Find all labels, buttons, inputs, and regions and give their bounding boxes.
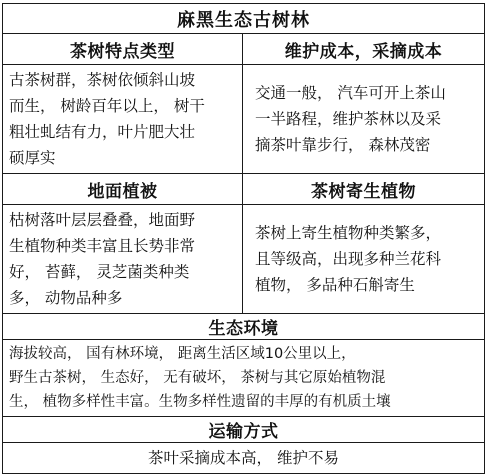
ecology-heading: 生态环境 xyxy=(3,314,485,340)
ground-cover-body: 枯树落叶层层叠叠，地面野 生植物种类丰富且长势非常 好， 苔藓， 灵芝菌类种类 多， 动物品种多 xyxy=(3,205,243,314)
features-heading: 茶树特点类型 xyxy=(3,34,243,65)
parasitic-plants-body: 茶树上寄生植物种类繁多， 且等级高，出现多种兰花科 植物， 多品种石斛寄生 xyxy=(243,205,485,314)
maintenance-body: 交通一般， 汽车可开上茶山 一半路程，维护茶林以及采 摘茶叶靠步行， 森林茂密 xyxy=(243,65,485,174)
features-body: 古茶树群，茶树依倾斜山坡 而生， 树龄百年以上， 树干 粗壮虬结有力，叶片肥大壮 硕厚实 xyxy=(3,65,243,174)
table-title: 麻黑生态古树林 xyxy=(3,4,485,34)
ground-cover-heading: 地面植被 xyxy=(3,174,243,205)
ecology-body: 海拔较高， 国有林环境， 距离生活区域10公里以上， 野生古茶树， 生态好， 无有破坏， 茶树与其它原始植物混 生， 植物多样性丰富。生物多样性遗留的丰厚的有机质土壤 xyxy=(3,340,485,417)
parasitic-plants-heading: 茶树寄生植物 xyxy=(243,174,485,205)
info-grid xyxy=(2,3,485,474)
maintenance-heading: 维护成本，采摘成本 xyxy=(243,34,485,65)
transport-heading: 运输方式 xyxy=(3,417,485,443)
transport-body: 茶叶采摘成本高， 维护不易 xyxy=(3,443,485,474)
